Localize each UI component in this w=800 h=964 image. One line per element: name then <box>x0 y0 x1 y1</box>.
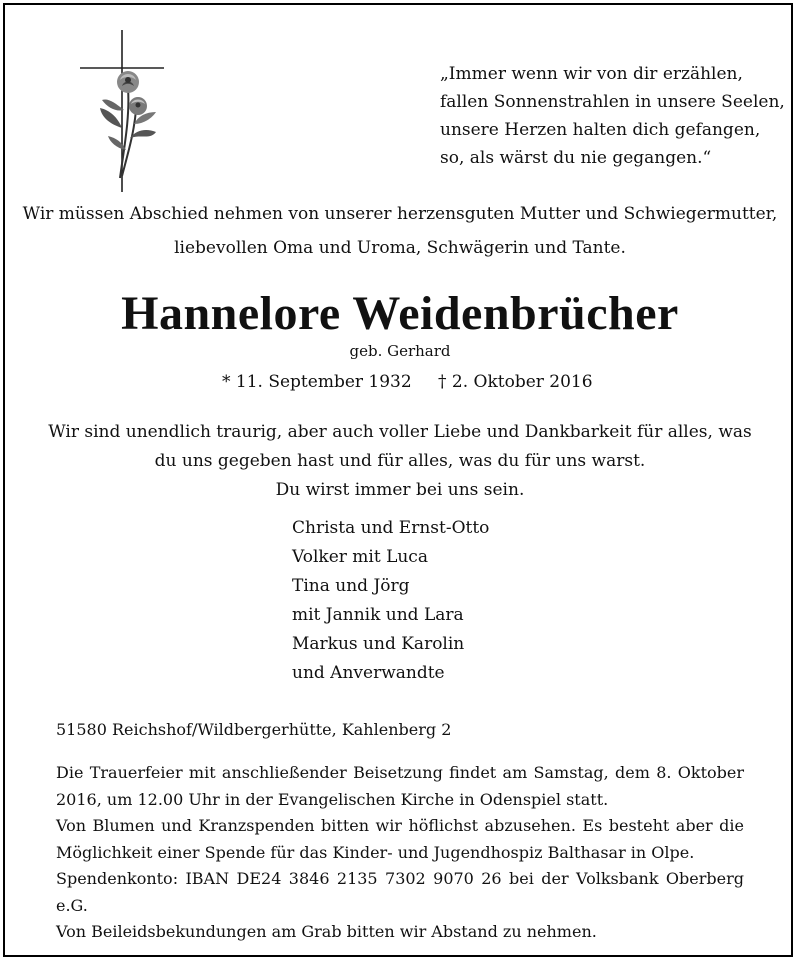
death-date: † 2. Oktober 2016 <box>438 372 593 392</box>
family-member: und Anverwandte <box>292 663 445 683</box>
birth-date: * 11. September 1932 <box>222 372 412 392</box>
family-member: mit Jannik und Lara <box>292 605 464 625</box>
intro-line: liebevollen Oma und Uroma, Schwägerin und Tante. <box>174 238 626 258</box>
family-member: Christa und Ernst-Otto <box>292 518 490 538</box>
poem-line: so, als wärst du nie gegangen.“ <box>440 148 712 168</box>
notice-paragraph: Von Beileidsbekundungen am Grab bitten wir Abstand zu nehmen. <box>56 922 597 941</box>
intro-line: Wir müssen Abschied nehmen von unserer herzensguten Mutter und Schwiegermutter, <box>22 204 778 224</box>
cross-with-roses-icon <box>72 28 172 194</box>
family-member: Markus und Karolin <box>292 634 465 654</box>
deceased-name: Hannelore Weidenbrücher <box>121 287 679 340</box>
family-member: Tina und Jörg <box>292 576 410 596</box>
address: 51580 Reichshof/Wildbergerhütte, Kahlenberg 2 <box>56 720 452 739</box>
poem <box>440 60 785 172</box>
poem-line: „Immer wenn wir von dir erzählen, <box>440 64 743 84</box>
mourning-text <box>0 418 800 505</box>
notice-paragraph: Die Trauerfeier mit anschließender Beisetzung findet am Samstag, dem 8. Oktober 2016, um 12.00 Uhr in der Evangelischen Kirche in Odenspiel statt. <box>56 763 744 809</box>
poem-line: unsere Herzen halten dich gefangen, <box>440 120 761 140</box>
family-list <box>292 514 489 688</box>
maiden-name: geb. Gerhard <box>349 342 451 360</box>
mourning-line: Du wirst immer bei uns sein. <box>275 480 525 500</box>
mourning-line: du uns gegeben hast und für alles, was du für uns warst. <box>154 451 646 471</box>
notice-paragraph: Spendenkonto: IBAN DE24 3846 2135 7302 9070 26 bei der Volksbank Oberberg e.G. <box>56 869 744 915</box>
mourning-line: Wir sind unendlich traurig, aber auch voller Liebe und Dankbarkeit für alles, was <box>48 422 752 442</box>
funeral-notice <box>56 760 744 946</box>
poem-line: fallen Sonnenstrahlen in unsere Seelen, <box>440 92 785 112</box>
notice-paragraph: Von Blumen und Kranzspenden bitten wir höflichst abzusehen. Es besteht aber die Möglichkeit einer Spende für das Kinder- und Jugendhospiz Balthasar in Olpe. <box>56 816 744 862</box>
family-member: Volker mit Luca <box>292 547 428 567</box>
